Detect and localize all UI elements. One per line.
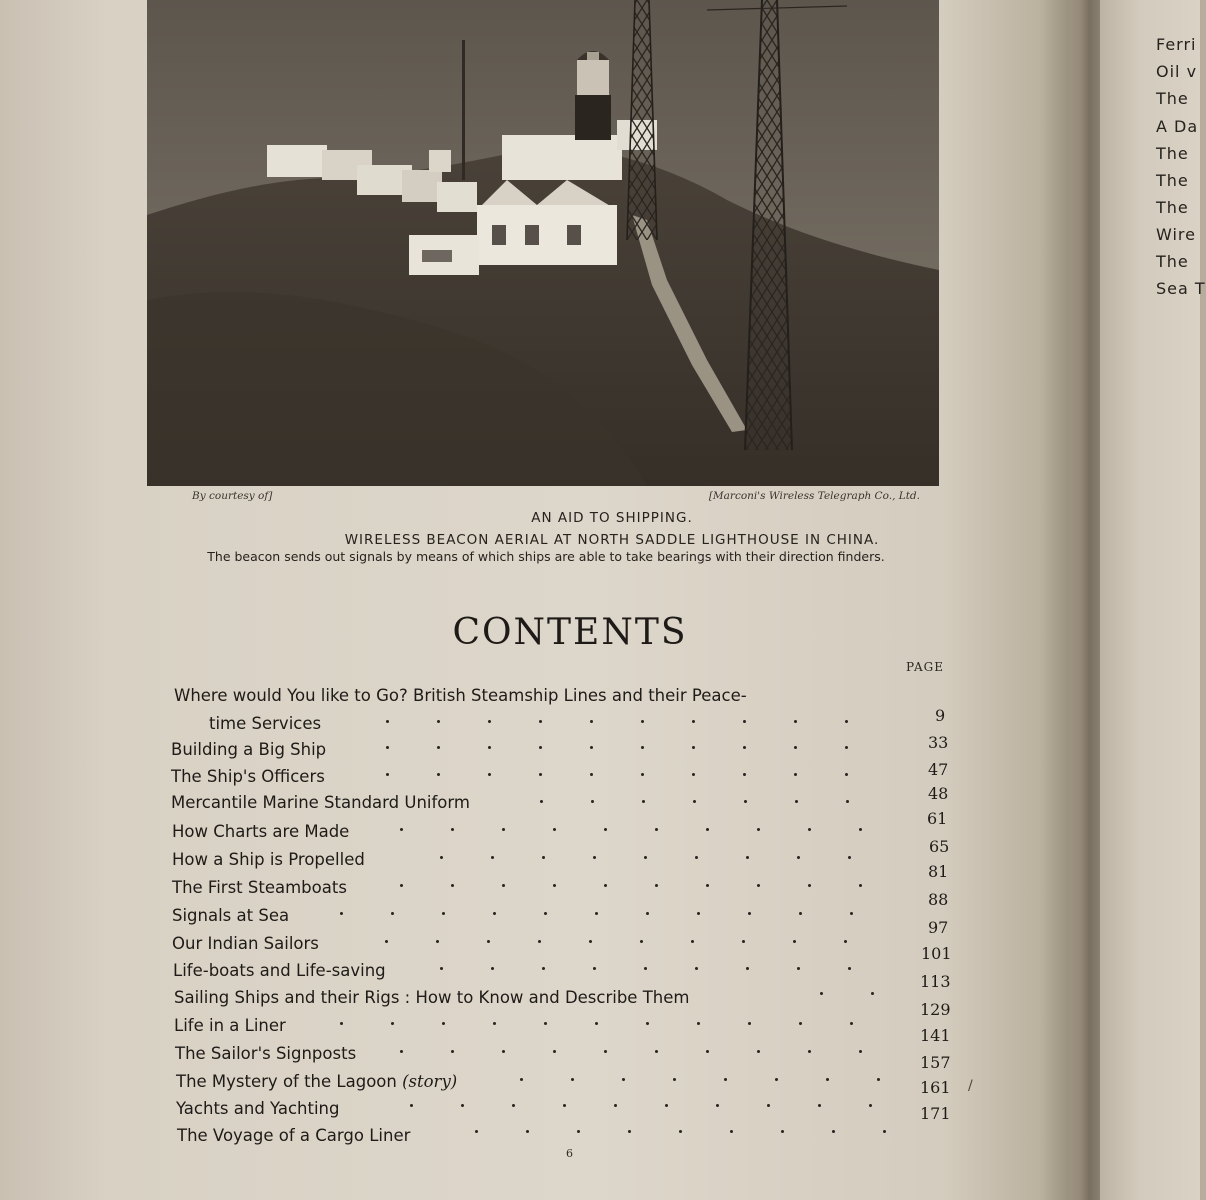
dot-leaders [410,1092,892,1118]
facing-page-line: Wire [1156,225,1196,244]
margin-mark: / [968,1078,973,1094]
facing-page-line: The [1156,252,1189,271]
dot-leaders [386,734,892,760]
contents-entry-title-wrap [172,906,289,925]
contents-entry-title-wrap [171,740,326,759]
contents-entry-page: 157 [920,1053,951,1072]
caption-line-2: WIRELESS BEACON AERIAL AT NORTH SADDLE LIGHTHOUSE IN CHINA. [344,532,880,548]
contents-entry-page: 101 [921,944,952,963]
contents-entry-title: The First Steamboats [172,878,347,897]
contents-entry-title-wrap [171,767,325,786]
contents-entry-title: How Charts are Made [172,822,350,841]
lighthouse-photo [147,0,939,486]
contents-entry-title-line-1: Where would You like to Go? British Steamship Lines and their Peace- [174,686,747,705]
contents-entry-title: Signals at Sea [172,906,290,925]
contents-entry-page: 113 [920,972,951,991]
dot-leaders [440,955,892,981]
contents-entry-page: 9 [935,706,946,725]
contents-entry-title: Yachts and Yachting [176,1099,340,1118]
facing-page-line: A Da [1156,117,1199,136]
dot-leaders [400,872,892,898]
contents-entry-title-wrap [171,793,470,812]
facing-page-line: The [1156,198,1189,217]
facing-page-line: Oil v [1156,62,1198,81]
facing-page-line: The [1156,171,1189,190]
contents-entry-title-wrap [172,878,347,897]
contents-entry-page: 161 [920,1078,951,1097]
contents-entry-title-wrap [177,1126,410,1145]
dot-leaders [386,708,893,734]
contents-entry-title: The Voyage of a Cargo Liner [177,1126,411,1145]
contents-entry-title-wrap [176,1099,339,1118]
contents-heading: CONTENTS [452,612,688,653]
contents-entry-page: 47 [928,760,949,779]
contents-entry-title: time Services [209,714,322,733]
contents-entry-title: How a Ship is Propelled [172,850,365,869]
facing-page-line: Ferri [1156,35,1197,54]
contents-entry-title: Building a Big Ship [171,740,327,759]
contents-entry-page: 81 [928,862,949,881]
dot-leaders [340,1010,892,1036]
caption-line-3: The beacon sends out signals by means of which ships are able to take bearings with their direction finders. [207,549,885,564]
page-number: 6 [566,1147,573,1160]
contents-entry-page: 48 [928,784,949,803]
contents-entry-title-wrap [172,822,349,841]
contents-entry-title-wrap [176,1072,457,1091]
contents-entry-title: The Mystery of the Lagoon [176,1072,397,1091]
contents-entry-title: Mercantile Marine Standard Uniform [171,793,470,812]
contents-entry-title-wrap [209,714,321,733]
contents-entry-page: 65 [929,837,950,856]
dot-leaders [400,1038,892,1064]
contents-entry-title-note: (story) [396,1072,458,1091]
contents-entry-title: Life-boats and Life-saving [173,961,386,980]
contents-entry-page: 129 [920,1000,951,1019]
caption-line-1: AN AID TO SHIPPING. [531,510,693,526]
contents-entry-title: Our Indian Sailors [172,934,319,953]
contents-entry-title: The Sailor's Signposts [175,1044,357,1063]
page-column-label: PAGE [906,660,944,674]
dot-leaders [820,980,892,1006]
contents-entry-title-wrap [173,961,386,980]
contents-entry-page: 171 [920,1104,951,1123]
dot-leaders [386,761,892,787]
facing-page-line: The [1156,89,1189,108]
dot-leaders [340,900,892,926]
dot-leaders [385,928,892,954]
dot-leaders [400,816,892,842]
facing-page-line: Sea T [1156,279,1206,298]
facing-page-line: The [1156,144,1189,163]
contents-entry-title-wrap [172,934,319,953]
dot-leaders [475,1118,892,1144]
dot-leaders [520,1066,892,1092]
contents-entry-title-wrap [175,1044,356,1063]
contents-entry-title-wrap [174,988,689,1007]
dot-leaders [540,788,892,814]
lighthouse-photo-icon [147,0,939,486]
contents-entry-page: 61 [927,809,948,828]
contents-entry-title-wrap [174,1016,286,1035]
photo-credit-left: By courtesy of] [192,490,273,502]
contents-entry-page: 141 [920,1026,951,1045]
dot-leaders [440,844,892,870]
contents-entry-title-wrap [172,850,365,869]
contents-entry-page: 33 [928,733,949,752]
contents-entry-title: Sailing Ships and their Rigs : How to Know and Describe Them [174,988,690,1007]
contents-entry-title: Life in a Liner [174,1016,286,1035]
contents-entry-page: 97 [928,918,949,937]
photo-credit-right: [Marconi's Wireless Telegraph Co., Ltd. [708,490,920,502]
contents-entry-page: 88 [928,890,949,909]
contents-entry-title: The Ship's Officers [171,767,325,786]
